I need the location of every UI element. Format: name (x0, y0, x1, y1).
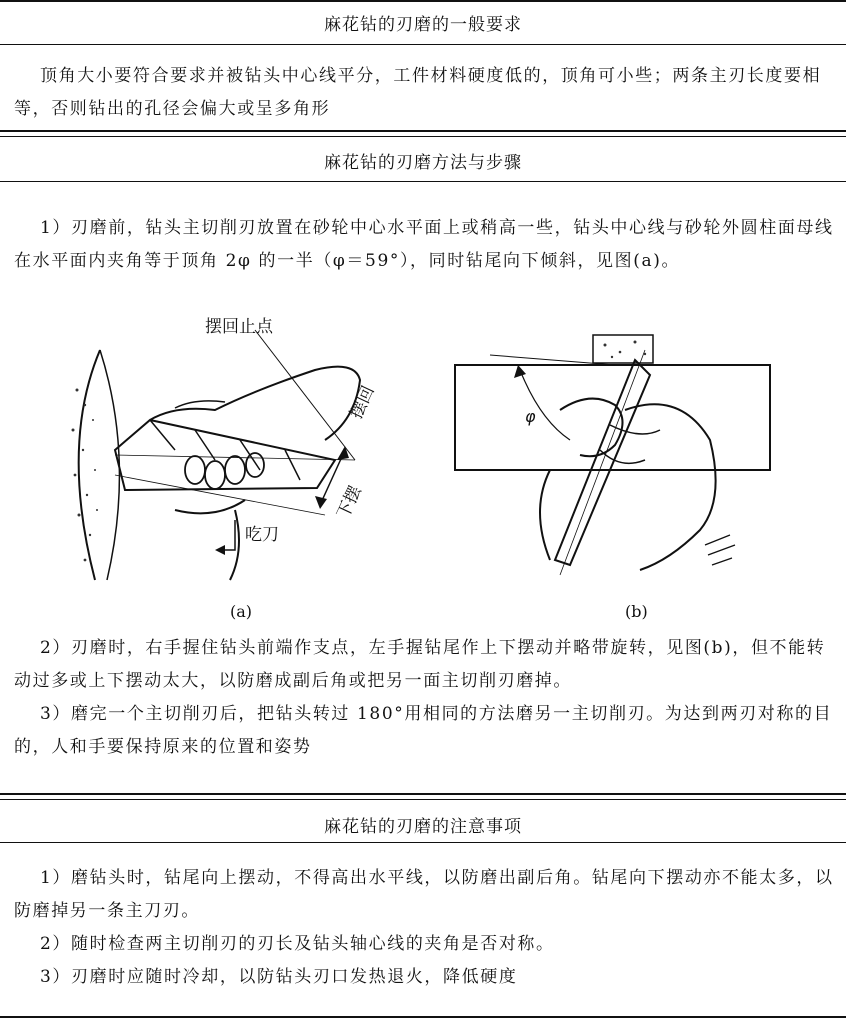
section-divider-1a (0, 130, 846, 132)
section1-title: 麻花钻的刃磨的一般要求 (324, 15, 522, 35)
figure-b-grinding-illustration (450, 330, 780, 580)
section-divider-2a (0, 793, 846, 795)
section-divider-1b (0, 136, 846, 137)
label-swing-stop: 摆回止点 (205, 317, 273, 337)
section2-title: 麻花钻的刃磨方法与步骤 (324, 153, 522, 173)
figure-b-caption: (b) (625, 602, 648, 621)
label-swing-down: 下摆 (333, 482, 366, 523)
section2-title-rule (0, 181, 846, 182)
label-feed: 吃刀 (245, 525, 279, 545)
step2-text: 2）刃磨时，右手握住钻头前端作支点，左手握钻尾作上下摆动并略带旋转，见图(b)，但不能转动过多或上下摆动太大，以防磨成副后角或把另一面主切削刃磨掉。 (14, 638, 826, 691)
note3-text: 3）刃磨时应随时冷却，以防钻头刃口发热退火，降低硬度 (40, 967, 518, 987)
note1-text: 1）磨钻头时，钻尾向上摆动，不得高出水平线，以防磨出副后角。钻尾向下摆动亦不能太多，以防磨掉另一条主刀刃。 (14, 868, 834, 921)
step1-text: 1）刃磨前，钻头主切削刃放置在砂轮中心水平面上或稍高一些，钻头中心线与砂轮外圆柱面母线在水平面内夹角等于顶角 2φ 的一半（φ＝59°），同时钻尾向下倾斜，见图(a)。 (14, 218, 834, 271)
step3-text: 3）磨完一个主切削刃后，把钻头转过 180°用相同的方法磨另一主切削刃。为达到两刃对称的目的，人和手要保持原来的位置和姿势 (14, 704, 833, 757)
section1-title-rule (0, 44, 846, 45)
section1-body: 顶角大小要符合要求并被钻头中心线平分，工件材料硬度低的，顶角可小些；两条主刃长度要相等，否则钻出的孔径会偏大或呈多角形 (14, 66, 822, 119)
note2-text: 2）随时检查两主切削刃的刃长及钻头轴心线的夹角是否对称。 (40, 934, 555, 954)
bottom-rule (0, 1016, 846, 1018)
section-divider-2b (0, 799, 846, 800)
figure-a-caption: (a) (230, 602, 253, 621)
label-swing-back: 摆回 (346, 382, 379, 423)
figure-a-grinding-illustration (55, 310, 385, 590)
label-phi: φ (525, 407, 536, 426)
section3-title: 麻花钻的刃磨的注意事项 (324, 817, 522, 837)
top-rule (0, 0, 846, 2)
section3-title-rule (0, 842, 846, 843)
